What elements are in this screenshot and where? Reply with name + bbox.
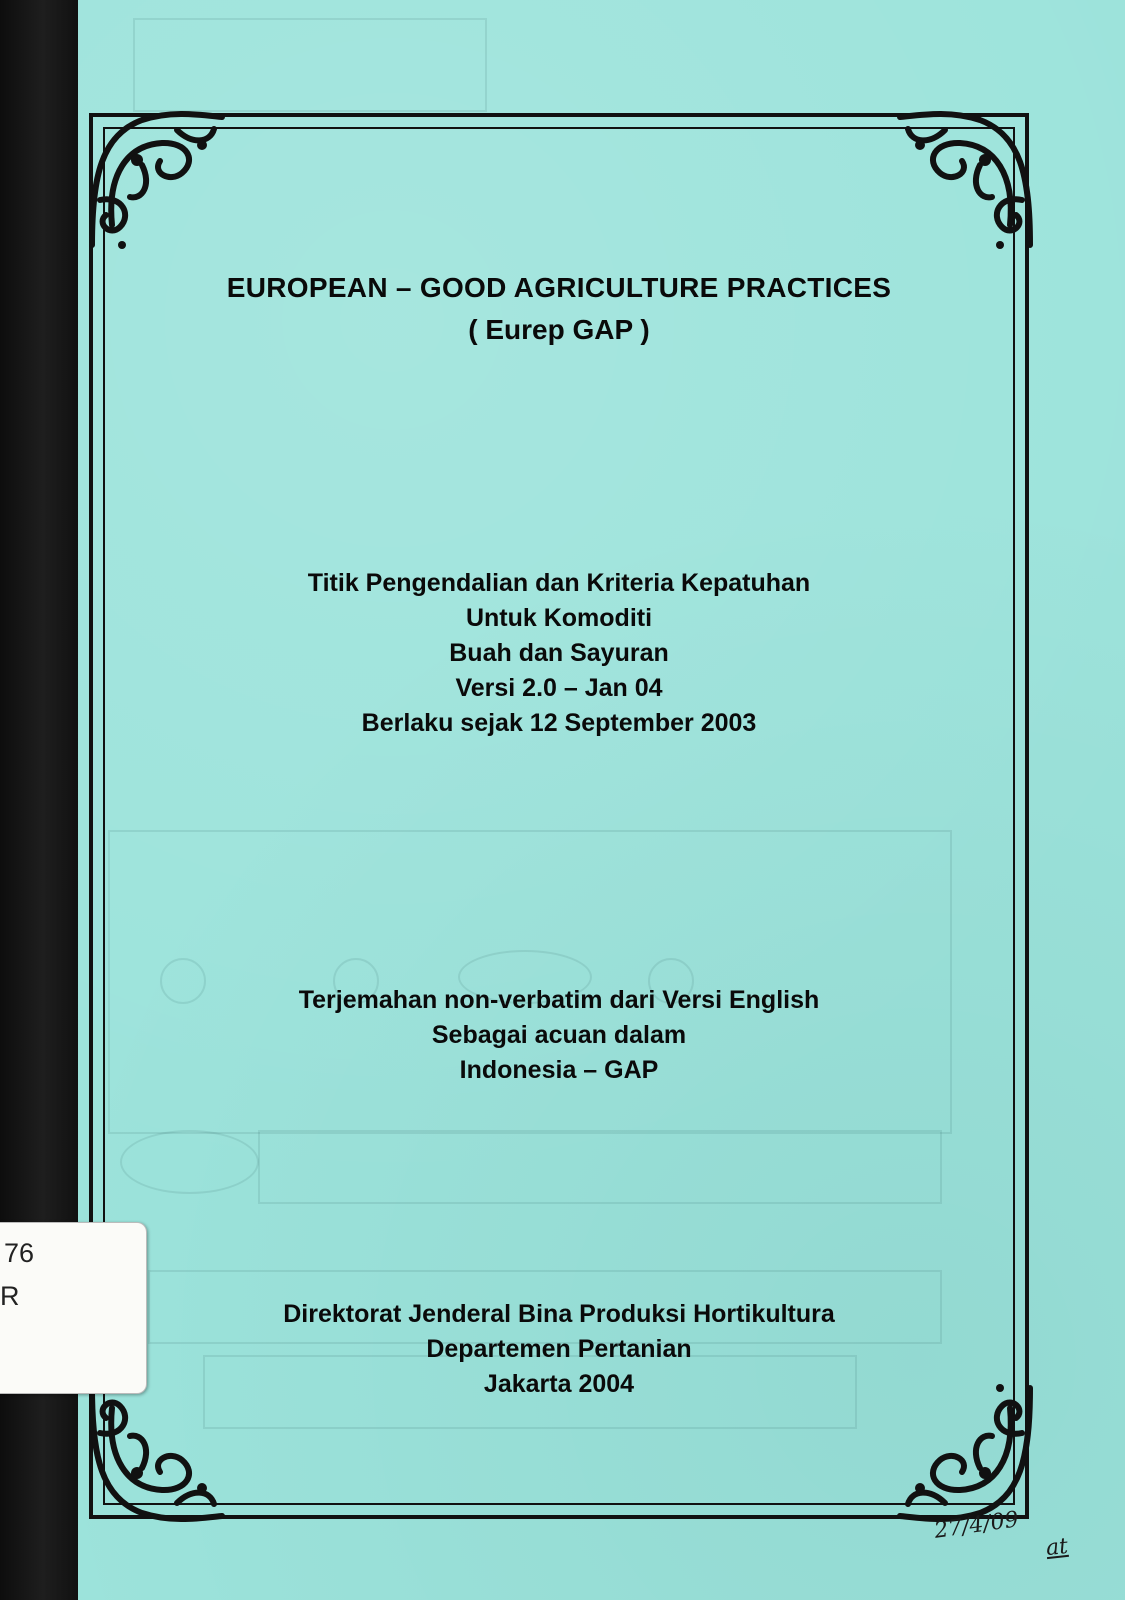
call-number: 76 bbox=[4, 1238, 35, 1268]
library-label-sticker bbox=[0, 1222, 147, 1394]
publisher-block bbox=[103, 1297, 1015, 1402]
handwritten-initials: at bbox=[1044, 1533, 1070, 1562]
subtitle-line: Untuk Komoditi bbox=[465, 604, 653, 632]
document-title: EUROPEAN – GOOD AGRICULTURE PRACTICES bbox=[226, 272, 892, 303]
corner-ornament-top-right-icon bbox=[890, 105, 1040, 255]
call-letter: R bbox=[0, 1281, 20, 1311]
translation-line: Sebagai acuan dalam bbox=[431, 1021, 687, 1049]
translation-note bbox=[103, 983, 1015, 1088]
translation-line: Indonesia – GAP bbox=[459, 1056, 659, 1084]
subtitle-block bbox=[103, 566, 1015, 741]
handwritten-date: 27/4/09 bbox=[932, 1507, 1021, 1544]
corner-ornament-top-left-icon bbox=[82, 105, 232, 255]
translation-line: Terjemahan non-verbatim dari Versi English bbox=[298, 986, 820, 1014]
publisher-line: Departemen Pertanian bbox=[426, 1335, 692, 1363]
publisher-line: Direktorat Jenderal Bina Produksi Hortikultura bbox=[283, 1300, 835, 1328]
version-line: Versi 2.0 – Jan 04 bbox=[455, 674, 663, 702]
subtitle-line: Buah dan Sayuran bbox=[449, 639, 669, 667]
document-title-abbreviation: ( Eurep GAP ) bbox=[468, 314, 650, 345]
subtitle-line: Titik Pengendalian dan Kriteria Kepatuhan bbox=[307, 569, 811, 597]
publisher-place-year: Jakarta 2004 bbox=[483, 1370, 635, 1398]
effective-date-line: Berlaku sejak 12 September 2003 bbox=[361, 709, 757, 737]
